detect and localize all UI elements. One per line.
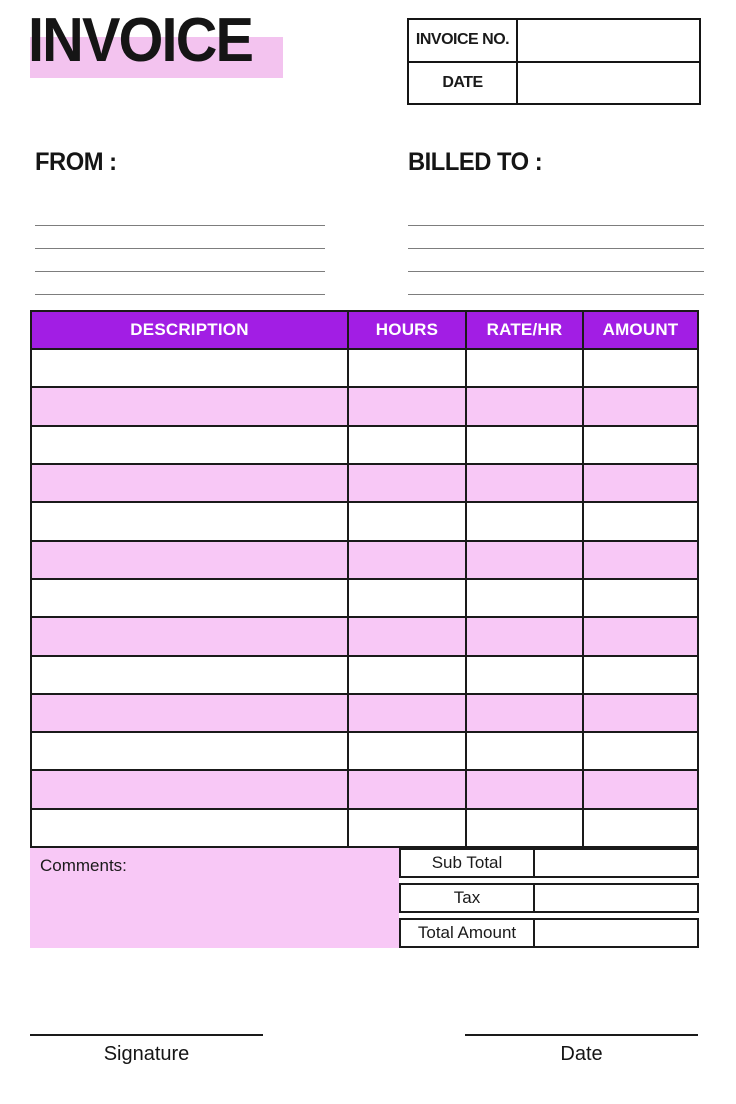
table-cell[interactable] (584, 542, 697, 578)
table-cell[interactable] (467, 388, 584, 424)
table-cell[interactable] (584, 465, 697, 501)
invoice-number-label: INVOICE NO. (409, 20, 518, 61)
table-cell[interactable] (349, 618, 467, 654)
table-cell[interactable] (349, 657, 467, 693)
table-cell[interactable] (349, 733, 467, 769)
table-cell[interactable] (467, 771, 584, 807)
table-cell[interactable] (349, 388, 467, 424)
table-cell[interactable] (32, 388, 349, 424)
table-cell[interactable] (584, 503, 697, 539)
table-cell[interactable] (349, 695, 467, 731)
table-row (32, 465, 697, 503)
column-header-hours: HOURS (349, 312, 467, 348)
table-cell[interactable] (32, 810, 349, 846)
table-cell[interactable] (467, 733, 584, 769)
table-row (32, 542, 697, 580)
bottom-section (30, 848, 699, 948)
table-cell[interactable] (467, 810, 584, 846)
table-row (32, 350, 697, 388)
date-block (465, 1010, 698, 1066)
table-cell[interactable] (32, 580, 349, 616)
table-row (32, 695, 697, 733)
signature-block (30, 1010, 263, 1066)
table-row (32, 503, 697, 541)
table-cell[interactable] (584, 350, 697, 386)
table-cell[interactable] (32, 771, 349, 807)
table-cell[interactable] (584, 388, 697, 424)
tax-row (399, 883, 699, 913)
from-label: FROM : (35, 148, 117, 176)
tax-value-field[interactable] (535, 885, 697, 911)
table-row (32, 618, 697, 656)
write-in-line[interactable] (408, 226, 704, 249)
table-row (32, 388, 697, 426)
table-cell[interactable] (584, 657, 697, 693)
table-cell[interactable] (349, 542, 467, 578)
table-cell[interactable] (32, 503, 349, 539)
table-row (32, 657, 697, 695)
billed-to-section (408, 148, 704, 295)
write-in-line[interactable] (35, 272, 325, 295)
invoice-date-row (409, 63, 699, 104)
write-in-line[interactable] (35, 226, 325, 249)
table-cell[interactable] (349, 503, 467, 539)
table-cell[interactable] (32, 695, 349, 731)
column-header-description: DESCRIPTION (32, 312, 349, 348)
table-cell[interactable] (467, 618, 584, 654)
subtotal-value-field[interactable] (535, 850, 697, 876)
total-amount-value-field[interactable] (535, 920, 697, 946)
table-row (32, 580, 697, 618)
table-cell[interactable] (467, 580, 584, 616)
table-cell[interactable] (584, 580, 697, 616)
invoice-number-field[interactable] (518, 20, 699, 61)
from-lines (35, 203, 325, 295)
invoice-meta-box (407, 18, 701, 105)
table-cell[interactable] (467, 695, 584, 731)
date-label: Date (560, 1043, 603, 1065)
write-in-line[interactable] (35, 249, 325, 272)
table-cell[interactable] (584, 810, 697, 846)
table-cell[interactable] (584, 618, 697, 654)
table-row (32, 771, 697, 809)
table-cell[interactable] (349, 810, 467, 846)
write-in-line[interactable] (408, 203, 704, 226)
table-cell[interactable] (467, 503, 584, 539)
invoice-date-label: DATE (409, 63, 518, 104)
table-cell[interactable] (467, 427, 584, 463)
signature-label: Signature (103, 1043, 190, 1065)
table-cell[interactable] (349, 771, 467, 807)
table-cell[interactable] (584, 427, 697, 463)
total-amount-label: Total Amount (401, 920, 535, 946)
table-cell[interactable] (32, 542, 349, 578)
table-cell[interactable] (584, 771, 697, 807)
invoice-date-field[interactable] (518, 63, 699, 104)
billed-to-lines (408, 203, 704, 295)
total-amount-row (399, 918, 699, 948)
table-row (32, 733, 697, 771)
table-cell[interactable] (32, 350, 349, 386)
table-body (32, 350, 697, 846)
table-cell[interactable] (349, 465, 467, 501)
table-cell[interactable] (32, 618, 349, 654)
table-cell[interactable] (32, 657, 349, 693)
column-header-rate: RATE/HR (467, 312, 584, 348)
table-cell[interactable] (467, 350, 584, 386)
table-cell[interactable] (349, 427, 467, 463)
page-title: INVOICE (28, 6, 253, 75)
table-header-row (32, 312, 697, 350)
table-row (32, 810, 697, 846)
table-cell[interactable] (349, 350, 467, 386)
comments-label: Comments: (40, 856, 127, 875)
totals-block (399, 848, 699, 948)
signature-line[interactable] (30, 1010, 263, 1036)
items-table (30, 310, 699, 848)
table-cell[interactable] (32, 465, 349, 501)
date-line[interactable] (465, 1010, 698, 1036)
billed-to-label: BILLED TO : (408, 148, 543, 176)
table-cell[interactable] (467, 657, 584, 693)
table-cell[interactable] (467, 465, 584, 501)
tax-label: Tax (401, 885, 535, 911)
comments-box[interactable] (30, 848, 399, 948)
from-section (35, 148, 325, 295)
write-in-line[interactable] (35, 203, 325, 226)
table-cell[interactable] (32, 733, 349, 769)
table-row (32, 427, 697, 465)
table-cell[interactable] (467, 542, 584, 578)
subtotal-row (399, 848, 699, 878)
table-cell[interactable] (584, 695, 697, 731)
title-block (30, 8, 330, 88)
invoice-number-row (409, 20, 699, 63)
write-in-line[interactable] (408, 272, 704, 295)
column-header-amount: AMOUNT (602, 320, 679, 339)
subtotal-label: Sub Total (401, 850, 535, 876)
table-cell[interactable] (584, 733, 697, 769)
write-in-line[interactable] (408, 249, 704, 272)
table-cell[interactable] (349, 580, 467, 616)
table-cell[interactable] (32, 427, 349, 463)
